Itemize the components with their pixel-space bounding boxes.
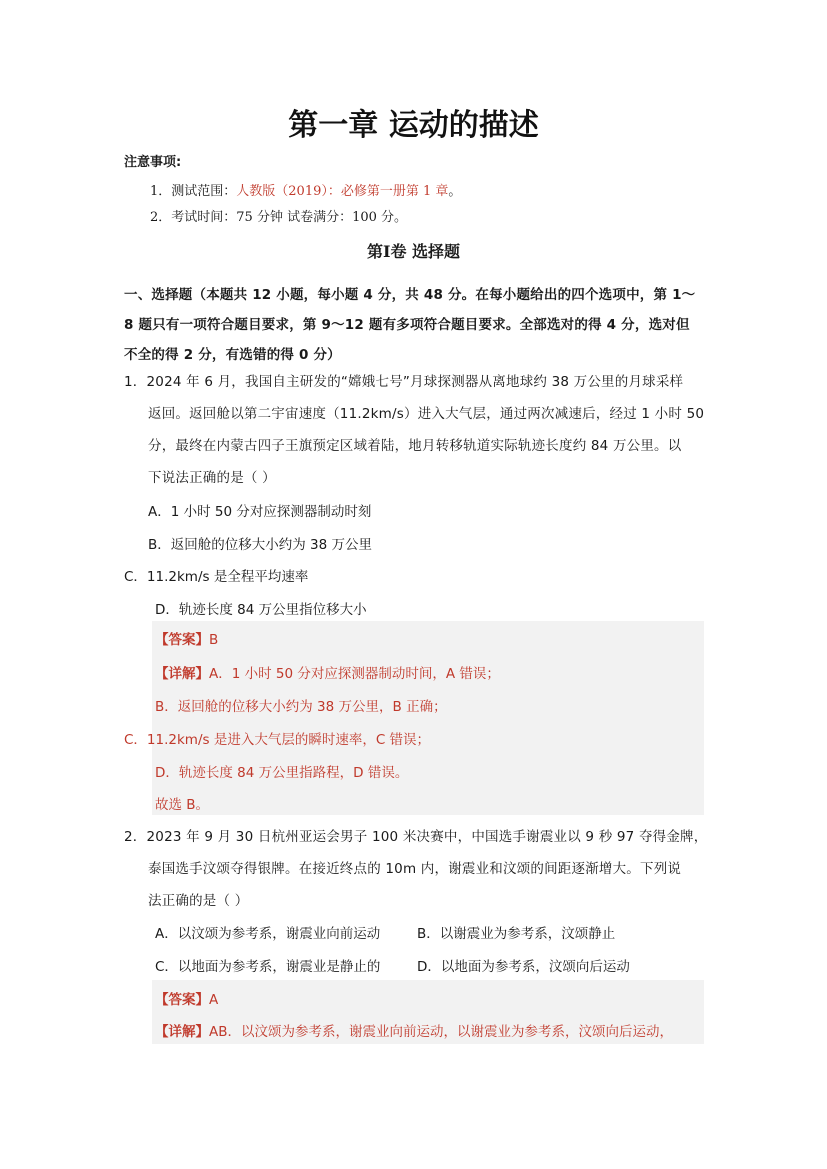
q1-detail-line-2: B．返回舱的位移大小约为 38 万公里，B 正确； (155, 699, 447, 715)
section-instructions-line-3: 不全的得 2 分，有选错的得 0 分） (124, 347, 341, 363)
q2-detail-text-1: AB．以汶颂为参考系，谢震业向前运动，以谢震业为参考系，汶颂向后运动， (209, 1024, 673, 1040)
q1-stem-line-2: 返回。返回舱以第二宇宙速度（11.2km/s）进入大气层，通过两次减速后，经过 1 小时 50 (148, 406, 705, 422)
q1-stem-line-4: 下说法正确的是（ ） (148, 470, 276, 486)
q1-detail-text-1: A．1 小时 50 分对应探测器制动时间，A 错误； (209, 666, 500, 682)
q1-stem-line-1: 1．2024 年 6 月，我国自主研发的“嫦娥七号”月球探测器从离地球约 38 万公里的月球采样 (124, 374, 684, 390)
q1-detail-line-5: 故选 B。 (155, 797, 210, 813)
notes-heading: 注意事项: (124, 155, 182, 170)
section-title: 第Ⅰ卷 选择题 (366, 242, 461, 261)
q2-option-c: C．以地面为参考系，谢震业是静止的 (155, 959, 381, 975)
q2-option-b: B．以谢震业为参考系，汶颂静止 (417, 926, 616, 942)
q2-detail-label: 【详解】 (155, 1024, 209, 1040)
notes-item-1-suffix: 。 (448, 184, 462, 199)
q2-option-d: D．以地面为参考系，汶颂向后运动 (417, 959, 630, 975)
q1-detail-label: 【详解】 (155, 666, 209, 682)
page-title: 第一章 运动的描述 (288, 108, 539, 143)
notes-item-1-scope: 人教版（2019）：必修第一册第 1 章 (236, 184, 449, 199)
q1-answer (155, 628, 218, 648)
q2-answer-label: 【答案】 (155, 992, 209, 1008)
q1-option-a: A．1 小时 50 分对应探测器制动时刻 (148, 504, 372, 520)
notes-item-2: 2．考试时间：75 分钟 试卷满分：100 分。 (150, 210, 408, 225)
q1-option-d: D．轨迹长度 84 万公里指位移大小 (155, 602, 367, 618)
q2-stem-line-3: 法正确的是（ ） (148, 893, 249, 909)
q1-detail-line-1 (155, 662, 500, 682)
q1-option-b: B．返回舱的位移大小约为 38 万公里 (148, 537, 373, 553)
section-instructions-line-1: 一、选择题（本题共 12 小题，每小题 4 分，共 48 分。在每小题给出的四个选项中，第 1～ (124, 287, 696, 303)
section-instructions-line-2: 8 题只有一项符合题目要求，第 9～12 题有多项符合题目要求。全部选对的得 4 分，选对但 (124, 317, 690, 333)
notes-item-1-prefix: 1．测试范围： (150, 184, 237, 199)
q2-detail-line-1 (155, 1020, 673, 1040)
q1-option-c: C．11.2km/s 是全程平均速率 (124, 569, 309, 585)
q2-stem-line-2: 泰国选手汶颂夺得银牌。在接近终点的 10m 内，谢震业和汶颂的间距逐渐增大。下列说 (148, 861, 682, 877)
q2-answer (155, 988, 218, 1008)
q1-detail-line-4: D．轨迹长度 84 万公里指路程，D 错误。 (155, 765, 409, 781)
q2-answer-value: A (209, 992, 219, 1008)
q2-stem-line-1: 2．2023 年 9 月 30 日杭州亚运会男子 100 米决赛中，中国选手谢震业以 9 秒 97 夺得金牌， (124, 829, 708, 845)
q1-answer-value: B (209, 632, 219, 648)
q1-answer-box (152, 621, 704, 815)
q1-answer-label: 【答案】 (155, 632, 209, 648)
q1-detail-line-3: C．11.2km/s 是进入大气层的瞬时速率，C 错误； (124, 732, 431, 748)
q2-option-a: A．以汶颂为参考系，谢震业向前运动 (155, 926, 381, 942)
notes-item-1 (150, 180, 461, 199)
q1-stem-line-3: 分，最终在内蒙古四子王旗预定区域着陆，地月转移轨道实际轨迹长度约 84 万公里。以 (148, 438, 682, 454)
